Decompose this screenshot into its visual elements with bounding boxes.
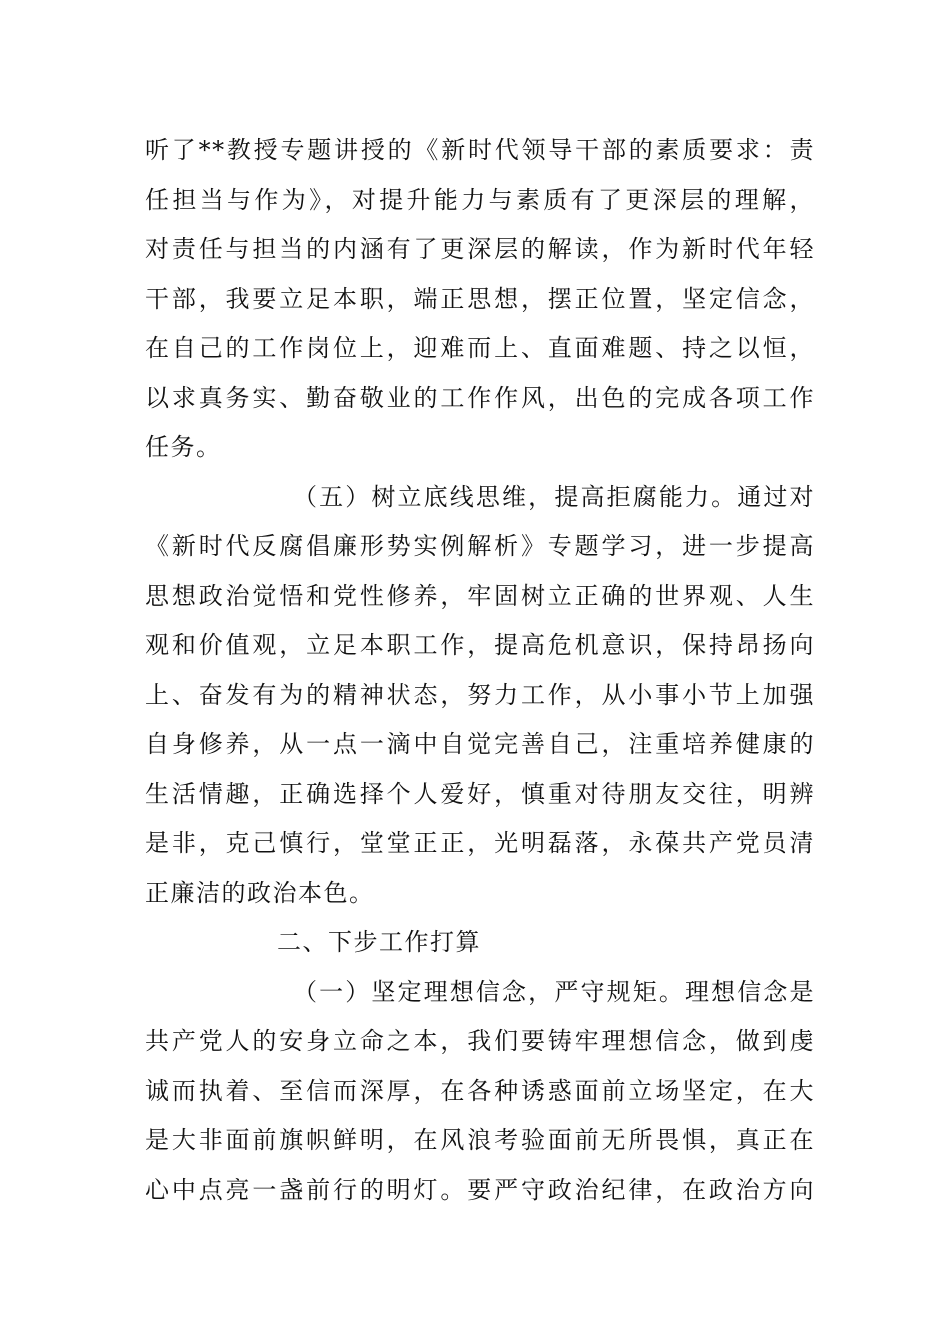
paragraph-1-line-7: 任务。 — [145, 433, 222, 461]
paragraph-2-line-2: 《新时代反腐倡廉形势实例解析》专题学习，进一步提高 — [145, 532, 815, 560]
paragraph-2-line-5: 上、奋发有为的精神状态，努力工作，从小事小节上加强 — [145, 680, 815, 709]
paragraph-2-line-1: （五）树立底线思维，提高拒腐能力。通过对 — [293, 482, 815, 511]
paragraph-1-line-4: 干部，我要立足本职，端正思想，摆正位置，坚定信念， — [145, 284, 815, 313]
paragraph-3-line-4: 是大非面前旗帜鲜明，在风浪考验面前无所畏惧，真正在 — [145, 1126, 815, 1154]
paragraph-2-line-7: 生活情趣，正确选择个人爱好，慎重对待朋友交往，明辨 — [145, 779, 815, 808]
paragraph-1-line-5: 在自己的工作岗位上，迎难而上、直面难题、持之以恒， — [145, 334, 815, 362]
paragraph-2-line-8: 是非，克己慎行，堂堂正正，光明磊落，永葆共产党员清 — [145, 829, 815, 857]
paragraph-1-line-2: 任担当与作为》，对提升能力与素质有了更深层的理解， — [145, 185, 815, 214]
paragraph-2-line-4: 观和价值观，立足本职工作，提高危机意识，保持昂扬向 — [145, 631, 815, 659]
section-heading: 二、下步工作打算 — [277, 928, 481, 956]
paragraph-2-line-3: 思想政治觉悟和党性修养，牢固树立正确的世界观、人生 — [145, 581, 815, 610]
paragraph-3-line-5: 心中点亮一盏前行的明灯。要严守政治纪律，在政治方向 — [145, 1175, 815, 1204]
paragraph-3-line-2: 共产党人的安身立命之本，我们要铸牢理想信念，做到虔 — [145, 1027, 815, 1055]
paragraph-1-line-3: 对责任与担当的内涵有了更深层的解读，作为新时代年轻 — [145, 235, 815, 263]
paragraph-3-line-3: 诚而执着、至信而深厚，在各种诱惑面前立场坚定，在大 — [145, 1076, 815, 1105]
document-body — [145, 126, 815, 1215]
paragraph-1-line-6: 以求真务实、勤奋敬业的工作作风，出色的完成各项工作 — [145, 383, 815, 412]
paragraph-2-line-9: 正廉洁的政治本色。 — [145, 878, 375, 907]
paragraph-2-line-6: 自身修养，从一点一滴中自觉完善自己，注重培养健康的 — [145, 730, 815, 758]
paragraph-3-line-1: （一）坚定理想信念，严守规矩。理想信念是 — [293, 977, 815, 1006]
paragraph-1-line-1: 听了**教授专题讲授的《新时代领导干部的素质要求：责 — [145, 136, 815, 164]
